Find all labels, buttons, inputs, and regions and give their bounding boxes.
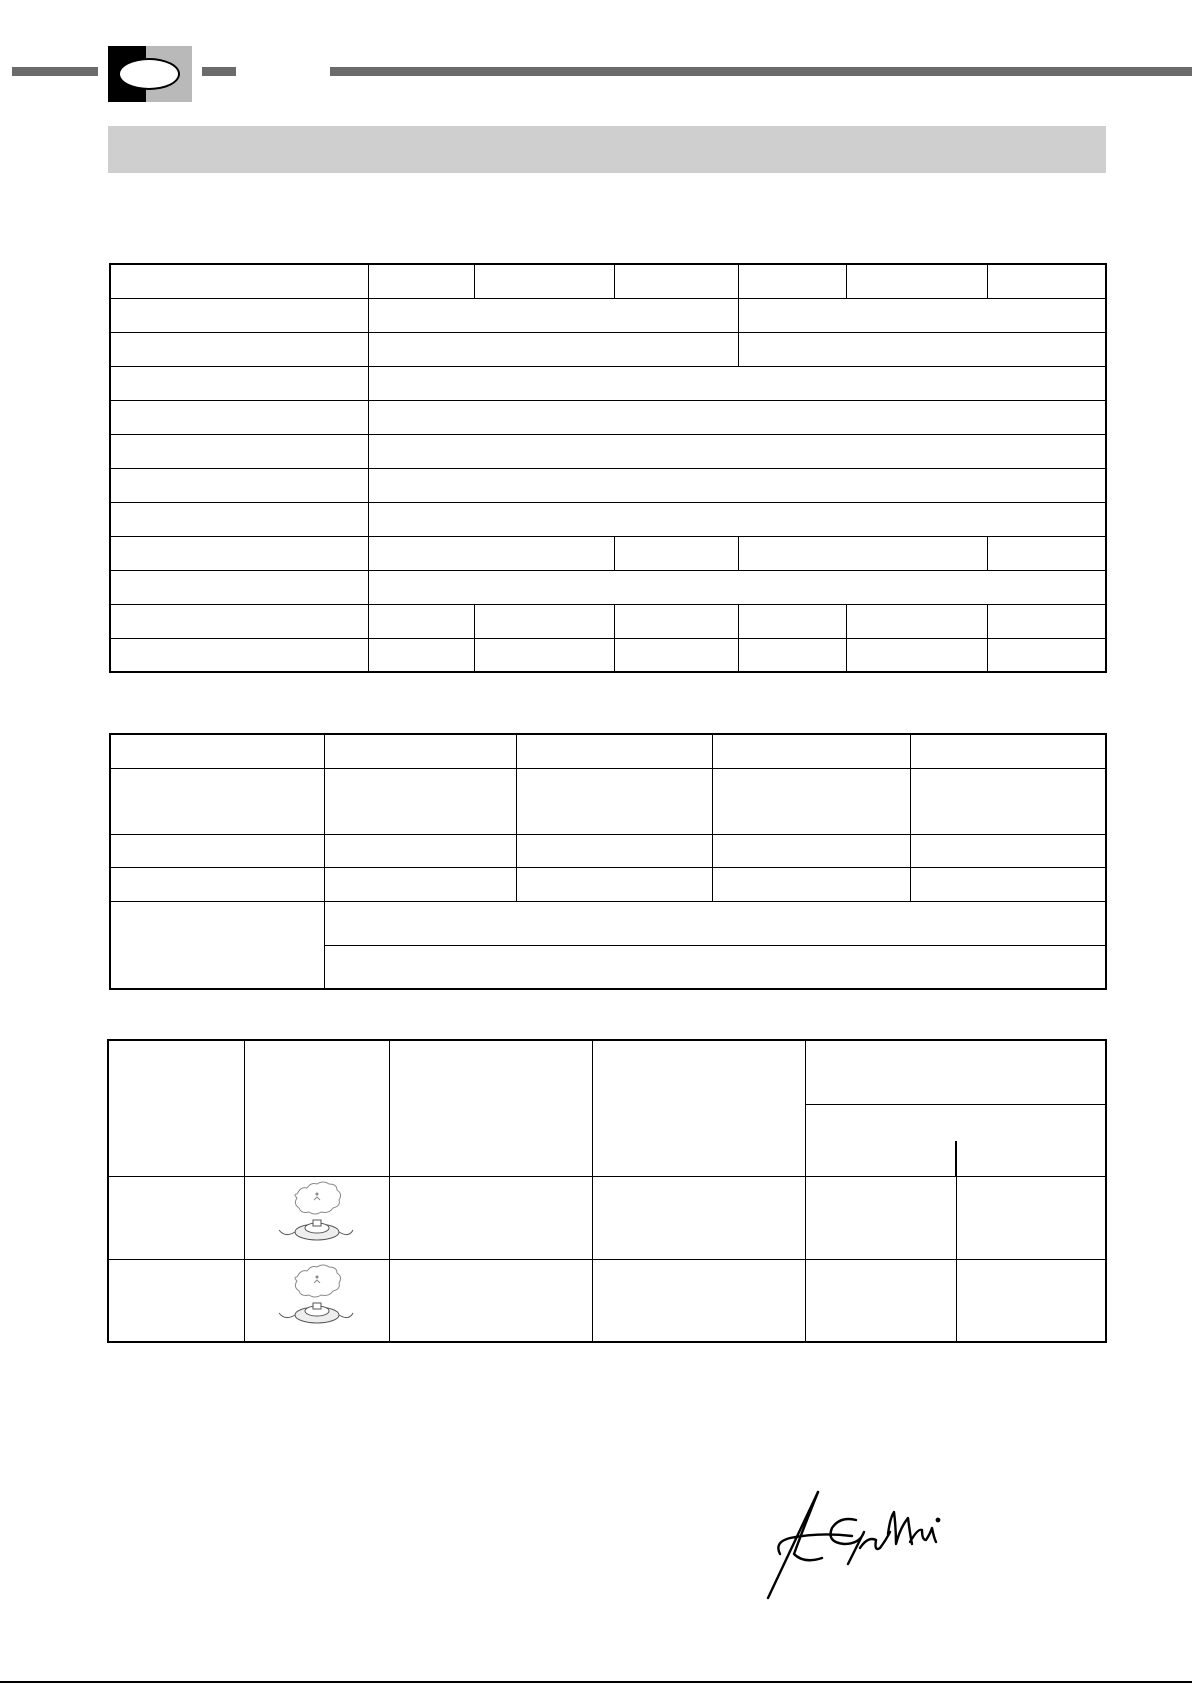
t2-r2-c4 — [910, 768, 1106, 834]
t1-r10-label — [110, 570, 368, 604]
t1-r11-c3 — [614, 604, 738, 638]
t1-r12-c4 — [738, 638, 846, 672]
t1-r12-c6 — [987, 638, 1106, 672]
t1-r12-c1 — [368, 638, 474, 672]
header-rule-right — [330, 67, 1192, 76]
t2-r3-c1 — [324, 834, 516, 867]
t3-r1-c6 — [956, 1176, 1106, 1259]
t2-r1-c2 — [516, 734, 712, 768]
t1-r2-left — [368, 298, 738, 332]
t2-r4-c1 — [324, 867, 516, 901]
t1-r5-value — [368, 400, 1106, 434]
trimmer-head-icon — [277, 1263, 357, 1335]
t1-r9-c4 — [987, 536, 1106, 570]
t3-h-sub-divider — [955, 1141, 957, 1177]
t1-r6-label — [110, 434, 368, 468]
t1-r12-label — [110, 638, 368, 672]
t1-r6-value — [368, 434, 1106, 468]
t3-r1-c4 — [592, 1176, 805, 1259]
t2-r5-value — [324, 901, 1106, 945]
t2-r1-c1 — [324, 734, 516, 768]
t2-r3-c3 — [712, 834, 910, 867]
logo-oval-icon — [118, 58, 180, 90]
t3-h-c3 — [389, 1040, 592, 1176]
t1-r11-c1 — [368, 604, 474, 638]
handwritten-signature — [760, 1488, 970, 1603]
t2-r4-c2 — [516, 867, 712, 901]
t2-r1-c4 — [910, 734, 1106, 768]
t1-r1-c1 — [368, 264, 474, 298]
trimmer-head-icon — [277, 1180, 357, 1252]
t3-r2-c3 — [389, 1259, 592, 1342]
t1-r8-label — [110, 502, 368, 536]
header-rule-left — [12, 67, 98, 76]
t1-r5-label — [110, 400, 368, 434]
t2-r6-value — [324, 945, 1106, 989]
t1-r11-c4 — [738, 604, 846, 638]
t1-r2-right — [738, 298, 1106, 332]
t1-r1-c3 — [614, 264, 738, 298]
t2-r5-label — [110, 901, 324, 989]
t1-r12-c3 — [614, 638, 738, 672]
t3-h-c1 — [108, 1040, 244, 1176]
t1-r9-c2 — [614, 536, 738, 570]
t1-r3-right — [738, 332, 1106, 366]
t1-r1-c2 — [474, 264, 614, 298]
t1-r12-c5 — [846, 638, 987, 672]
t3-h-group — [805, 1040, 1106, 1104]
t1-r1-label — [110, 264, 368, 298]
t2-r2-c1 — [324, 768, 516, 834]
t1-r7-label — [110, 468, 368, 502]
t2-r2-c2 — [516, 768, 712, 834]
t2-r4-c3 — [712, 867, 910, 901]
t2-r2-label — [110, 768, 324, 834]
t3-r2-c6 — [956, 1259, 1106, 1342]
t2-r3-label — [110, 834, 324, 867]
t3-h-c4 — [592, 1040, 805, 1176]
t2-r1-label — [110, 734, 324, 768]
t1-r11-label — [110, 604, 368, 638]
t3-r2-c5 — [805, 1259, 956, 1342]
t3-h-c2 — [244, 1040, 389, 1176]
t3-r2-c1 — [108, 1259, 244, 1342]
t3-r2-c4 — [592, 1259, 805, 1342]
spec-table-3 — [107, 1039, 1107, 1343]
footer-rule — [0, 1681, 1192, 1683]
t1-r9-c3 — [738, 536, 987, 570]
t1-r11-c6 — [987, 604, 1106, 638]
t1-r1-c5 — [846, 264, 987, 298]
t1-r1-c6 — [987, 264, 1106, 298]
t1-r4-value — [368, 366, 1106, 400]
t1-r3-label — [110, 332, 368, 366]
t1-r9-label — [110, 536, 368, 570]
t3-r2-image — [244, 1259, 389, 1342]
t1-r7-value — [368, 468, 1106, 502]
t1-r2-label — [110, 298, 368, 332]
t1-r10-value — [368, 570, 1106, 604]
spec-table-2 — [109, 733, 1107, 990]
t2-r4-label — [110, 867, 324, 901]
t2-r3-c4 — [910, 834, 1106, 867]
t1-r4-label — [110, 366, 368, 400]
header-rule-short — [202, 67, 236, 76]
t1-r3-left — [368, 332, 738, 366]
t2-r4-c4 — [910, 867, 1106, 901]
t1-r12-c2 — [474, 638, 614, 672]
t3-r1-c5 — [805, 1176, 956, 1259]
t3-r1-image — [244, 1176, 389, 1259]
t1-r11-c2 — [474, 604, 614, 638]
t3-h-sub1 — [805, 1104, 956, 1176]
title-band — [108, 126, 1106, 173]
t2-r2-c3 — [712, 768, 910, 834]
t1-r1-c4 — [738, 264, 846, 298]
t2-r3-c2 — [516, 834, 712, 867]
t2-r1-c3 — [712, 734, 910, 768]
t3-r1-c3 — [389, 1176, 592, 1259]
t1-r11-c5 — [846, 604, 987, 638]
t1-r8-value — [368, 502, 1106, 536]
t3-h-sub2 — [956, 1104, 1106, 1176]
t1-r9-c1 — [368, 536, 614, 570]
spec-table-1 — [109, 263, 1107, 673]
t3-r1-c1 — [108, 1176, 244, 1259]
